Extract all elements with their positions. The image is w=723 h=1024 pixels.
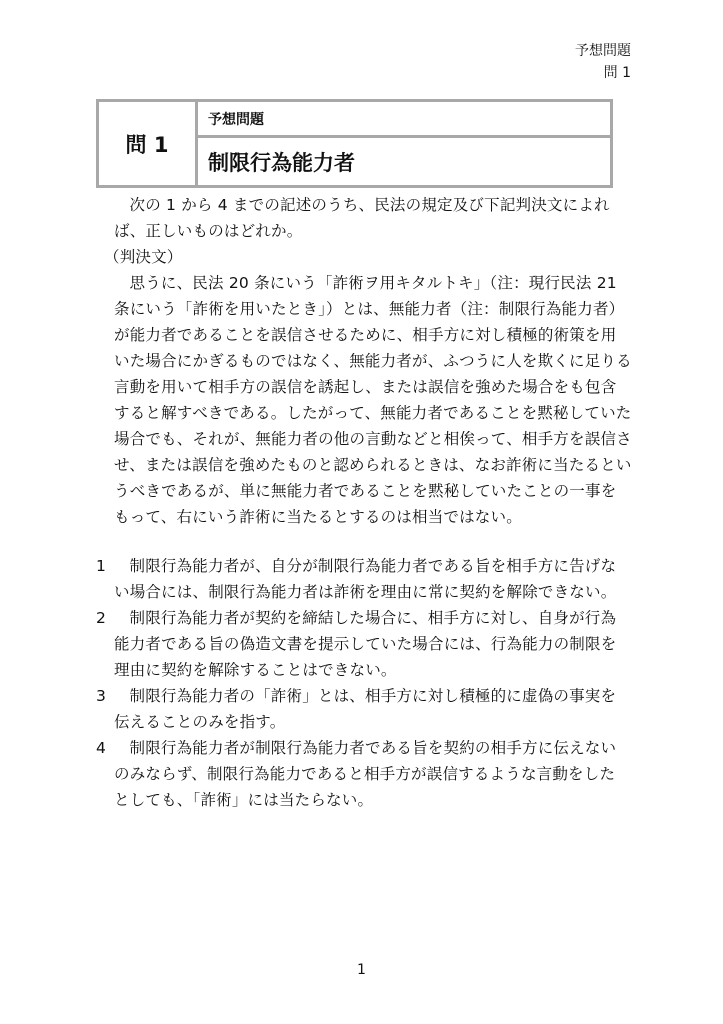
choice-item [96,735,630,813]
question-number: 問 1 [99,102,198,185]
question-title-box [96,99,613,188]
choice-text: 制限行為能力者の「詐術」とは、相手方に対し積極的に虚偽の事実を伝えることのみを指す。 [114,687,617,731]
choice-item [96,553,630,605]
choice-number: 2 [96,609,107,627]
choice-number: 4 [96,739,107,757]
page-number: 1 [357,962,366,978]
header-category: 予想問題 [575,43,631,59]
question-subtitle: 予想問題 [198,102,610,138]
question-heading [198,102,610,185]
answer-choices [96,553,630,813]
instruction-text: 次の 1 から 4 までの記述のうち、民法の規定及び下記判決文によれば、正しいものはどれか。 [114,196,610,240]
question-title: 制限行為能力者 [208,150,355,175]
choice-text: 制限行為能力者が契約を締結した場合に、相手方に対し、自身が行為能力者である旨の偽造文書を提示していた場合には、行為能力の制限を理由に契約を解除することはできない。 [114,609,617,679]
judgment-label: （判決文） [104,248,183,266]
question-body [104,192,632,530]
judgment-text: 思うに、民法 20 条にいう「詐術ヲ用キタルトキ」（注：現行民法 21 条にいう「詐術を用いたとき」）とは、無能力者（注：制限行為能力者）が能力者であることを誤信させるために、相手方に対し積極的術策を用いた場合にかぎるものではなく、無能力者が、ふつうに人を欺くに足りる言動を用いて相手方の誤信を誘起し、または誤信を強めた場合をも包含すると解すべきである。したがって、無能力者であることを黙秘していた場合でも、それが、無能力者の他の言動などと相俟って、相手方を誤信させ、または誤信を強めたものと認められるときは、なお詐術に当たるというべきであるが、単に無能力者であることを黙秘していたことの一事をもって、右にいう詐術に当たるとするのは相当ではない。 [114,274,632,526]
choice-number: 3 [96,687,107,705]
choice-text: 制限行為能力者が制限行為能力者である旨を契約の相手方に伝えないのみならず、制限行為能力であると相手方が誤信するような言動をしたとしても、「詐術」には当たらない。 [114,739,617,809]
page-header [575,40,631,84]
choice-number: 1 [96,557,107,575]
choice-text: 制限行為能力者が、自分が制限行為能力者である旨を相手方に告げない場合には、制限行為能力者は詐術を理由に常に契約を解除できない。 [114,557,617,601]
choice-item [96,605,630,683]
header-question-number: 問 1 [603,65,631,81]
choice-item [96,683,630,735]
